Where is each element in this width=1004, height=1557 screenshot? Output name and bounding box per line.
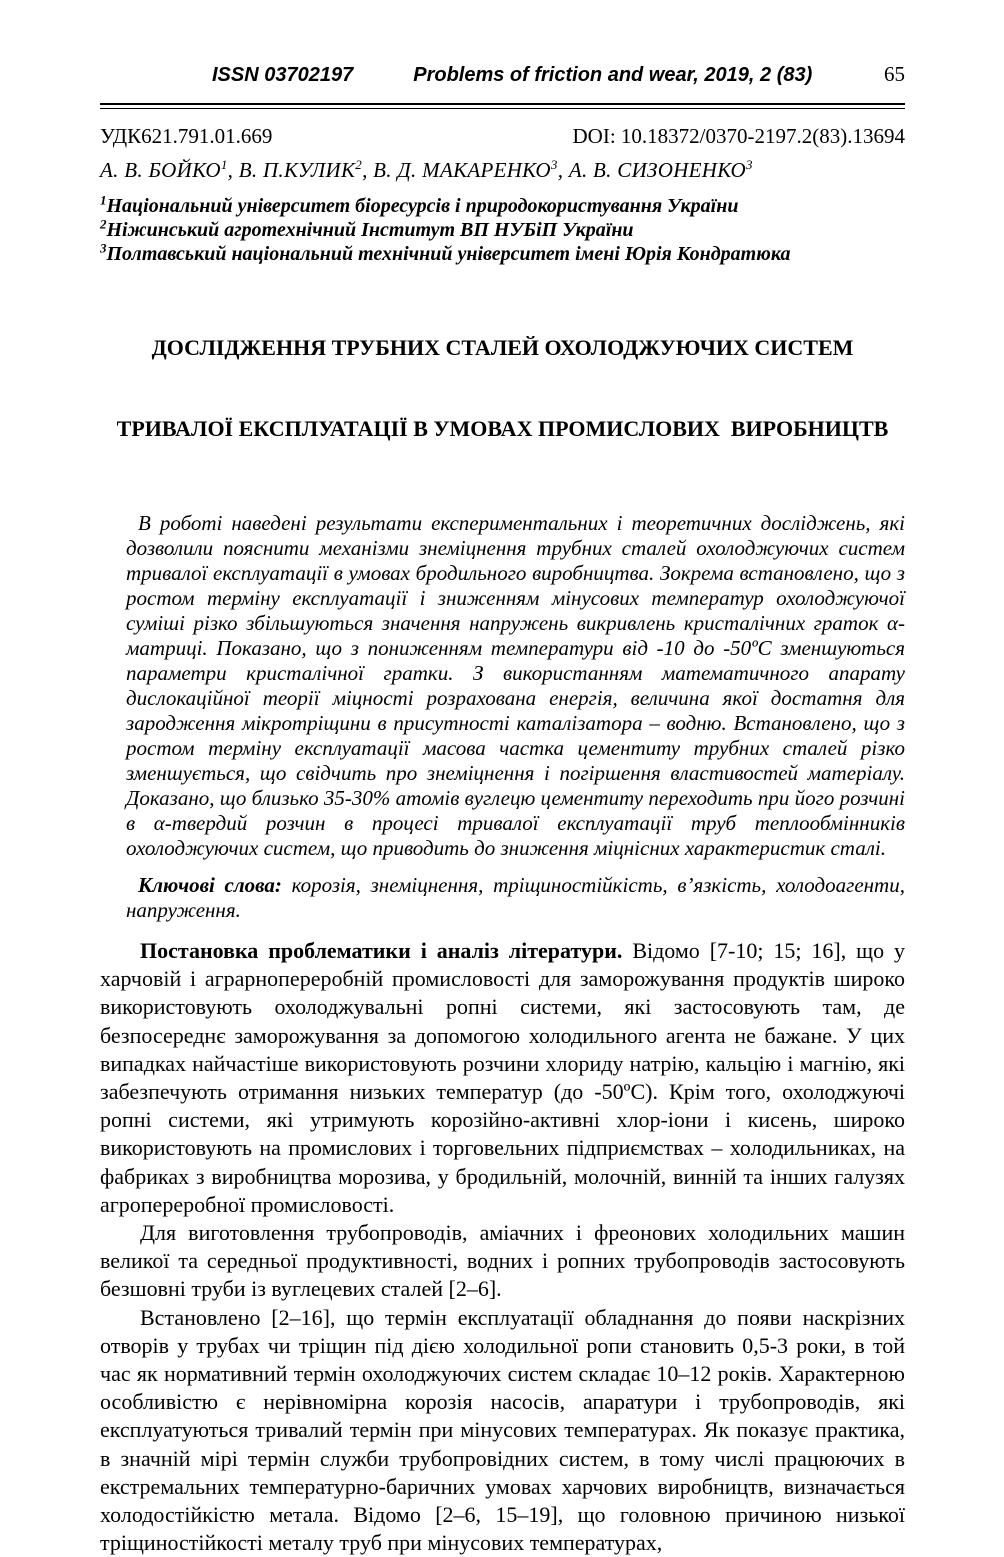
author-affiliation-ref: 2 xyxy=(355,157,363,172)
article-body xyxy=(100,937,905,1557)
affiliation-text: Ніжинський агротехнічний Інститут ВП НУБіП України xyxy=(106,219,634,241)
keywords-text: корозія, знеміцнення, тріщиностійкість, в’язкість, холодоагенти, напруження. xyxy=(126,873,905,922)
keywords-label: Ключові слова: xyxy=(138,873,282,897)
udc-code: УДК621.791.01.669 xyxy=(100,124,273,148)
authors-line xyxy=(100,158,905,183)
affiliations-block xyxy=(100,194,905,266)
article-title-line2: ТРИВАЛОЇ ЕКСПЛУАТАЦІЇ В УМОВАХ ПРОМИСЛОВИХ ВИРОБНИЦТВ xyxy=(116,416,889,441)
body-paragraph-1 xyxy=(100,937,905,1219)
author-name: А. В. СИЗОНЕНКО xyxy=(568,158,747,182)
author-affiliation-ref: 3 xyxy=(550,157,558,172)
author-affiliation-ref: 1 xyxy=(220,157,228,172)
author-separator: , xyxy=(557,158,569,182)
issn-label: ISSN 03702197 xyxy=(212,64,354,86)
body-paragraph-2: Для виготовлення трубопроводів, аміачних і фреонових холодильних машин великої та середньої продуктивності, водних і ропних трубопроводів застосовують безшовні труби із вуглецевих сталей [2–6]. xyxy=(100,1220,905,1302)
page-number: 65 xyxy=(884,62,905,86)
affiliation-text: Полтавський національний технічний університет імені Юрія Кондратюка xyxy=(106,243,791,265)
affiliation-line xyxy=(100,218,905,242)
author-separator: , xyxy=(227,158,239,182)
affiliation-line xyxy=(100,242,905,266)
author-name: В. П.КУЛИК xyxy=(238,158,356,182)
running-head xyxy=(100,62,905,87)
paragraph-text: Відомо [7-10; 15; 16], що у харчовій і аграрнопереробній промисловості для заморожування продуктів широко використовують охолоджувальні ропні системи, які застосовують там, де безпосереднє заморожування за допомогою холодильного агента не бажане. У цих випадках найчастіше використовують розчини хлориду натрію, кальцію і магнію, які забезпечують отримання низьких температур (до -50ºС). Крім того, охолоджуючі ропні системи, які утримують корозійно-активні хлор-іони і кисень, широко використовують на промислових і торговельних підприємствах – холодильниках, на фабриках з виробництва морозива, у бродильній, молочній, винній та інших галузях агропереробної промисловості. xyxy=(100,938,905,1217)
affiliation-number: 1 xyxy=(100,192,107,208)
author-separator: , xyxy=(362,158,374,182)
body-paragraph-3: Встановлено [2–16], що термін експлуатації обладнання до появи наскрізних отворів у трубах чи тріщин під дією холодильної ропи становить 0,5-3 роки, в той час як нормативний термін охолоджуючих систем складає 10–12 років. Характерною особливістю є нерівномірна корозія насосів, апаратури і трубопроводів, які експлуатуються тривалий термін при мінусових температурах. Як показує практика, в значній мірі термін служби трубопровідних систем, в тому числі працюючих в екстремальних температурно-баричних умовах харчових виробництв, визначається холодостійкістю метала. Відомо [2–6, 15–19], що головною причиною низької тріщиностійкості металу труб при мінусових температурах, xyxy=(100,1304,905,1556)
journal-title: Problems of friction and wear, 2019, 2 (83) xyxy=(413,64,813,86)
meta-row xyxy=(100,124,905,149)
abstract: В роботі наведені результати експериментальних і теоретичних досліджень, які дозволили пояснити механізми знеміцнення трубних сталей охолоджуючих систем тривалої експлуатації в умовах бродильного виробництва. Зокрема встановлено, що з ростом терміну експлуатації і зниженням мінусових температур охолоджуючої суміші різко збільшуються значення напружень викривлень кристалічних граток α-матриці. Показано, що з пониженням температури від -10 до -50ºС зменшуються параметри кристалічної гратки. З використанням математичного апарату дислокаційної теорії міцності розрахована енергія, величина якої достатня для зародження мікротріщини в присутності каталізатора – водню. Встановлено, що з ростом терміну експлуатації масова частка цементиту трубних сталей різко зменшується, що свідчить про знеміцнення і погіршення властивостей матеріалу. Доказано, що близько 35-30% атомів вуглецю цементиту переходить при його розчині в α-твердий розчин в процесі тривалої експлуатації труб теплообмінників охолоджуючих систем, що приводить до зниження міцнісних характеристик сталі. xyxy=(126,511,905,860)
section-heading: Постановка проблематики і аналіз літератури. xyxy=(140,938,623,963)
article-title-line1: ДОСЛІДЖЕННЯ ТРУБНИХ СТАЛЕЙ ОХОЛОДЖУЮЧИХ СИСТЕМ xyxy=(151,335,854,360)
doi-code: DOI: 10.18372/0370-2197.2(83).13694 xyxy=(572,124,905,148)
affiliation-line xyxy=(100,194,905,218)
affiliation-number: 3 xyxy=(100,240,107,256)
author-name: А. В. БОЙКО xyxy=(100,158,221,182)
author-name: В. Д. МАКАРЕНКО xyxy=(373,158,551,182)
keywords-block xyxy=(126,873,905,923)
author-affiliation-ref: 3 xyxy=(746,157,753,172)
article-title xyxy=(100,280,905,496)
affiliation-text: Національний університет біоресурсів і природокористування України xyxy=(106,195,739,217)
header-divider xyxy=(100,103,905,109)
affiliation-number: 2 xyxy=(100,216,107,232)
